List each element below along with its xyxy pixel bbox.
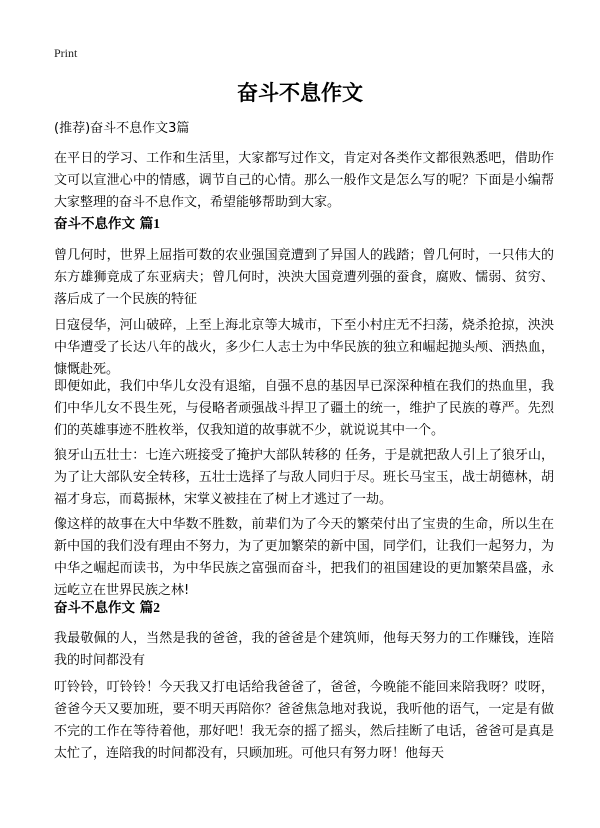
section-1-paragraph-5: 像这样的故事在大中华数不胜数，前辈们为了今天的繁荣付出了宝贵的生命，所以生在新中国的我们没有理由不努力，为了更加繁荣的新中国，同学们，让我们一起努力，为中华之崛起而读书，为中华民族之富强而奋斗，把我们的祖国建设的更加繁荣昌盛，永远屹立在世界民族之林!	[54, 517, 554, 598]
section-heading-number: 2	[153, 600, 160, 615]
document-subtitle: (推荐)奋斗不息作文3篇	[54, 121, 190, 136]
section-2-paragraph-2: 叮铃铃，叮铃铃！今天我又打电话给我爸爸了，爸爸，今晚能不能回来陪我呀？哎呀，爸爸今天又要加班，要不明天再陪你？爸爸焦急地对我说，我听他的语气，一定是有做不完的工作在等待着他，那好吧！我无奈的摇了摇头，然后挂断了电话，爸爸可是真是太忙了，连陪我的时间都没有，只顾加班。可他只有努力呀！他每天	[54, 680, 554, 761]
intro-paragraph: 在平日的学习、工作和生活里，大家都写过作文，肯定对各类作文都很熟悉吧，借助作文可以宣泄心中的情感，调节自己的心情。那么一般作文是怎么写的呢？下面是小编帮大家整理的奋斗不息作文，希望能够帮助到大家。	[54, 151, 554, 210]
section-heading-text: 奋斗不息作文 篇	[54, 600, 154, 616]
document-title: 奋斗不息作文	[237, 81, 363, 105]
section-heading-1	[54, 214, 160, 234]
section-heading-number: 1	[153, 216, 160, 231]
section-heading-text: 奋斗不息作文 篇	[54, 216, 154, 232]
section-1-paragraph-2: 日寇侵华，河山破碎，上至上海北京等大城市，下至小村庄无不扫荡，烧杀抢掠，泱泱中华遭受了长达八年的战火，多少仁人志士为中华民族的独立和崛起抛头颅、洒热血，慷慨赴死。	[54, 318, 554, 377]
section-1-paragraph-1: 曾几何时，世界上屈指可数的农业强国竟遭到了异国人的践踏；曾几何时，一只伟大的东方雄狮竟成了东亚病夫；曾几何时，泱泱大国竟遭列强的蚕食，腐败、懦弱、贫穷、落后成了一个民族的特征	[54, 248, 554, 307]
section-heading-2	[54, 598, 160, 618]
section-1-paragraph-3: 即便如此，我们中华儿女没有退缩，自强不息的基因早已深深种植在我们的热血里，我们中华儿女不畏生死，与侵略者顽强战斗捍卫了疆土的统一，维护了民族的尊严。先烈们的英雄事迹不胜枚举，仅我知道的故事就不少，就说说其中一个。	[54, 379, 554, 438]
section-1-paragraph-4: 狼牙山五壮士：七连六班接受了掩护大部队转移的 任务，于是就把敌人引上了狼牙山，为了让大部队安全转移，五壮士选择了与敌人同归于尽。班长马宝玉，战士胡德林，胡福才身忘，而葛振林，宋掌义被挂在了树上才逃过了一劫。	[54, 448, 554, 507]
print-link[interactable]: Print	[54, 46, 78, 60]
section-2-paragraph-1: 我最敬佩的人，当然是我的爸爸，我的爸爸是个建筑师，他每天努力的工作赚钱，连陪我的时间都没有	[54, 631, 554, 668]
